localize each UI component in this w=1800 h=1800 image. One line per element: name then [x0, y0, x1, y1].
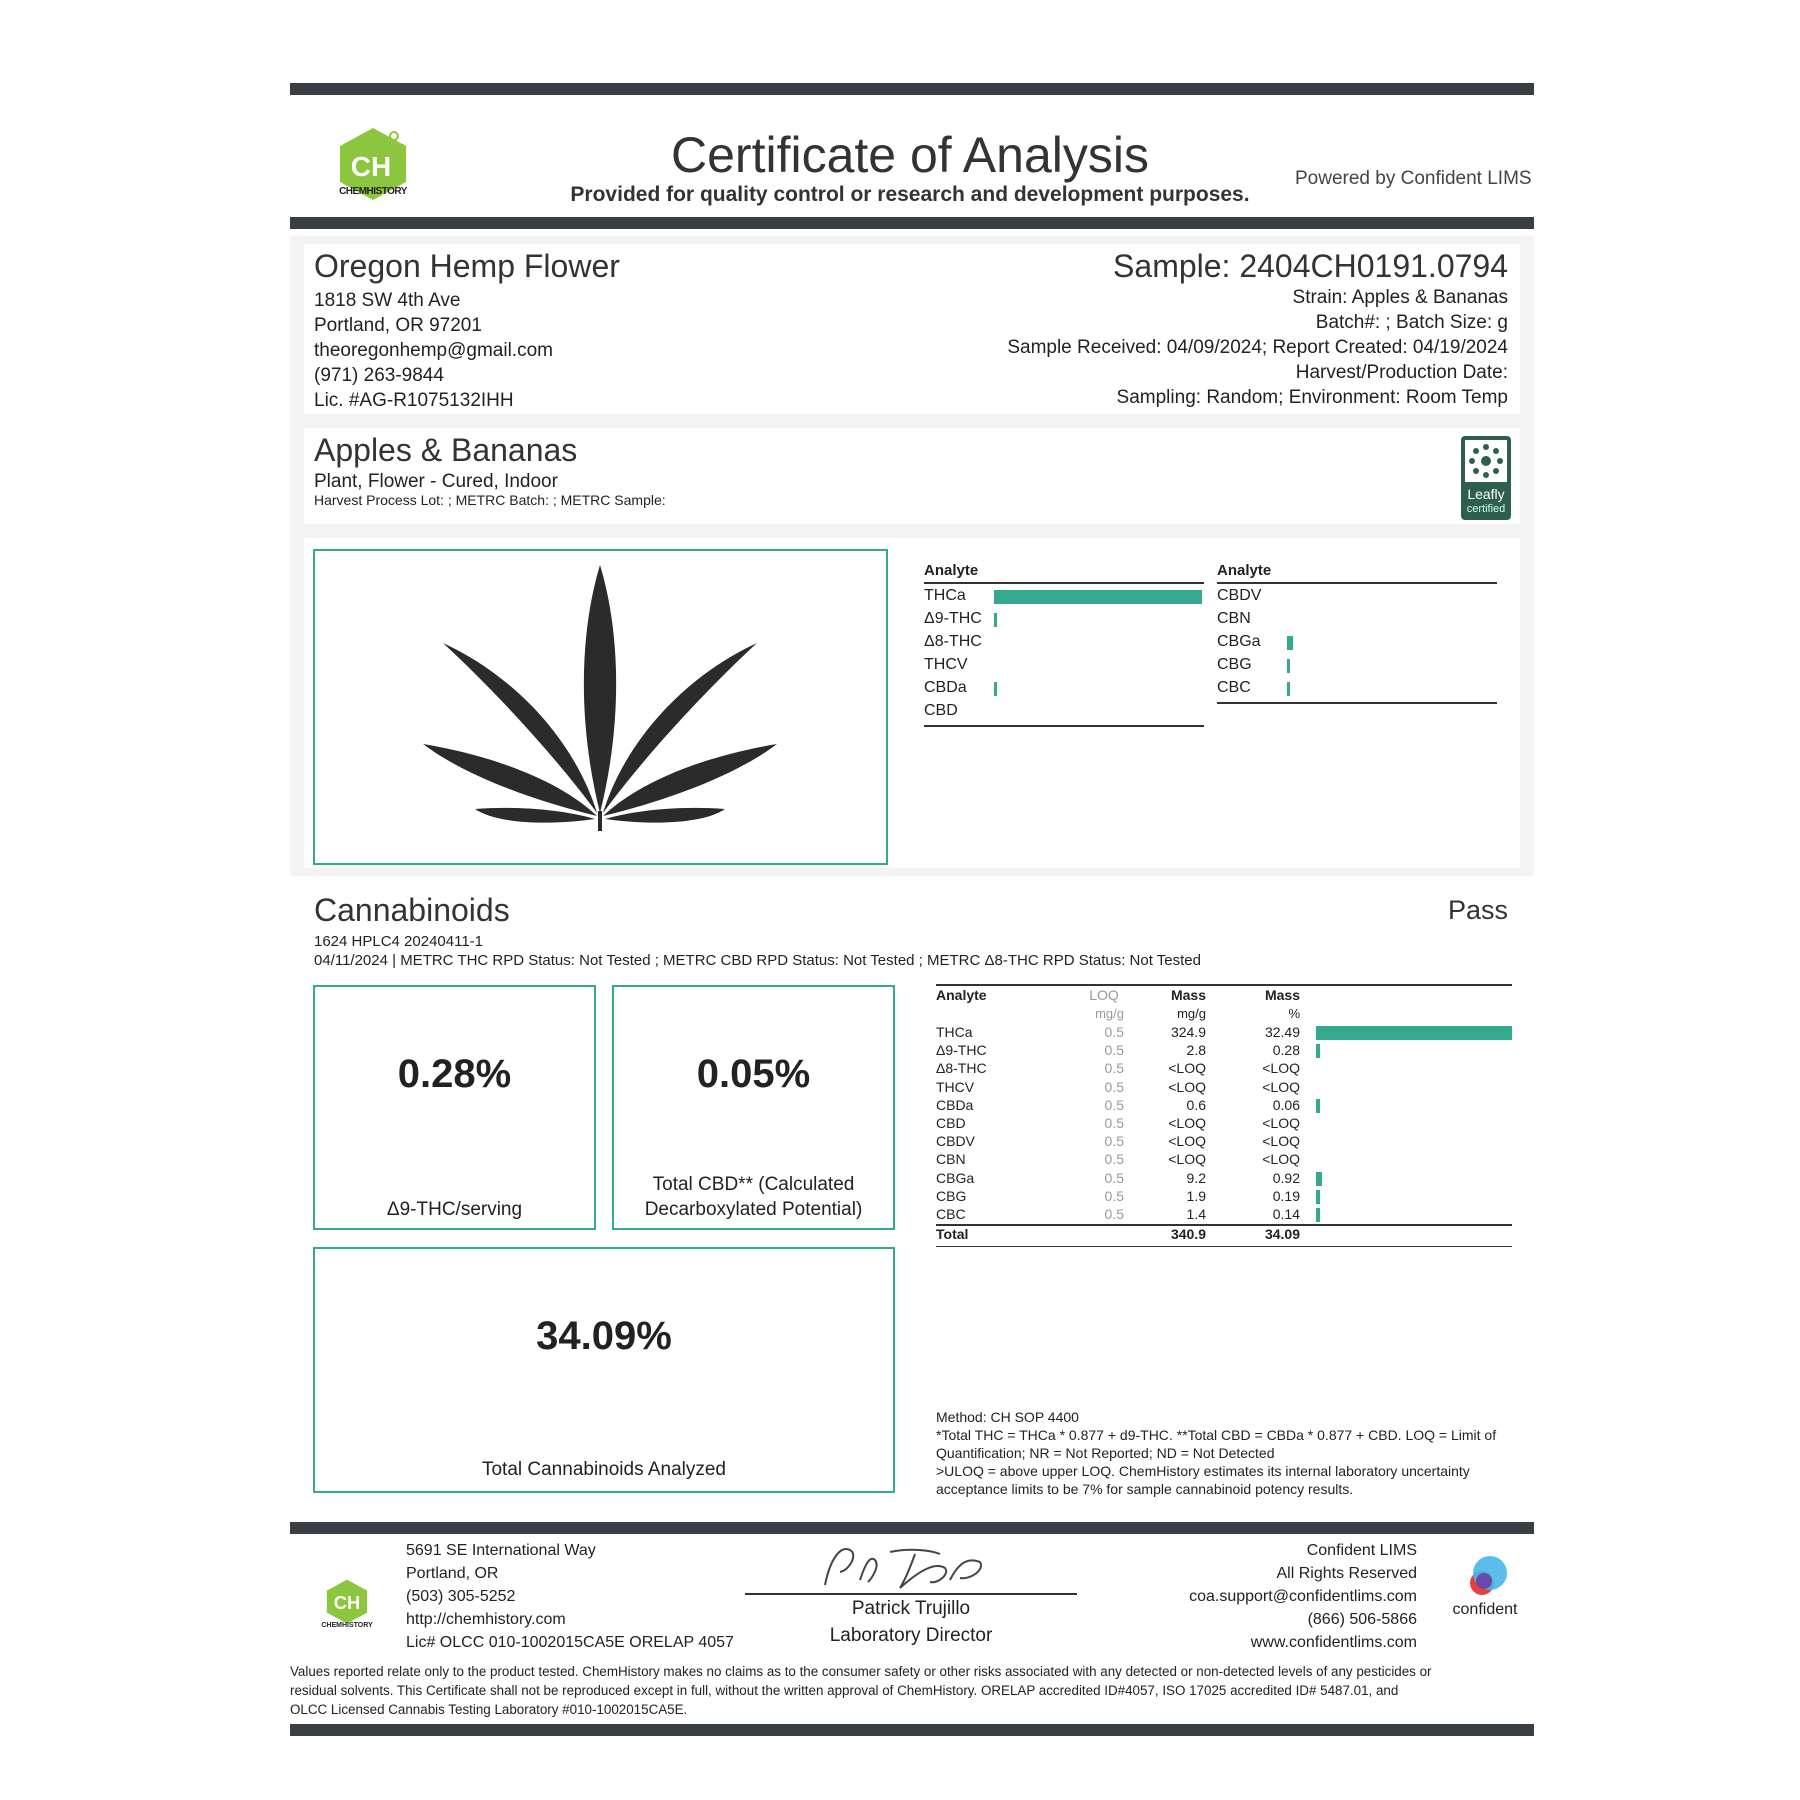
summary-left-label: THCa — [924, 587, 966, 604]
confident-logo — [1440, 1555, 1530, 1627]
table-cell-loq: 0.5 — [1104, 1096, 1124, 1113]
sample-sampling: Sampling: Random; Environment: Room Temp — [1116, 387, 1508, 408]
sample-id: Sample: 2404CH0191.0794 — [1113, 248, 1508, 284]
signature-line — [745, 1593, 1077, 1595]
table-cell-analyte: THCV — [936, 1078, 975, 1095]
table-cell-mass-mg: 2.8 — [1186, 1042, 1206, 1059]
table-cell-loq: 0.5 — [1104, 1206, 1124, 1222]
table-cell-analyte: Δ8-THC — [936, 1060, 987, 1077]
total-cbd-value: 0.05% — [696, 1052, 811, 1096]
table-cell-analyte: Δ9-THC — [936, 1042, 987, 1059]
table-cell-analyte: CBC — [936, 1206, 966, 1222]
table-cell-mass-pct: <LOQ — [1262, 1133, 1300, 1150]
thc-serving-value: 0.28% — [397, 1052, 512, 1096]
table-total-label: Total — [936, 1226, 969, 1243]
table-bar — [1316, 1172, 1322, 1186]
summary-right-label: CBN — [1217, 610, 1251, 627]
logo-caption: CHEMHISTORY — [339, 186, 407, 197]
signature-scribble — [820, 1540, 1000, 1596]
summary-right-bar — [1287, 636, 1293, 650]
lab-address2: Portland, OR — [406, 1565, 499, 1582]
table-cell-mass-mg: <LOQ — [1168, 1078, 1206, 1095]
table-cell-loq: 0.5 — [1104, 1024, 1124, 1040]
summary-right-bottom-rule — [1217, 702, 1497, 704]
lab-phone: (503) 305-5252 — [406, 1588, 516, 1605]
table-cell-mass-mg: <LOQ — [1168, 1133, 1206, 1150]
total-cbd-label-1: Total CBD** (Calculated — [652, 1174, 855, 1195]
col-mass-pct-header: Mass — [1264, 987, 1300, 1003]
cannabis-leaf-icon — [315, 551, 886, 863]
total-cannabinoids-value: 34.09% — [536, 1314, 672, 1358]
sample-harvest: Harvest/Production Date: — [1295, 362, 1508, 383]
table-cell-loq: 0.5 — [1104, 1060, 1124, 1077]
notes-line-2: Quantification; NR = Not Reported; ND = Not Detected — [936, 1445, 1275, 1461]
top-rule — [290, 83, 1534, 95]
lims-email: coa.support@confidentlims.com — [1189, 1588, 1417, 1605]
unit-mass-pct: % — [1288, 1006, 1300, 1021]
table-cell-loq: 0.5 — [1104, 1115, 1124, 1131]
table-cell-analyte: THCa — [936, 1024, 973, 1040]
table-cell-mass-mg: <LOQ — [1168, 1115, 1206, 1131]
product-type: Plant, Flower - Cured, Indoor — [314, 471, 558, 492]
lab-website: http://chemhistory.com — [406, 1611, 566, 1628]
table-cell-mass-mg: 1.9 — [1186, 1187, 1206, 1204]
footer-logo-caption: CHEMHISTORY — [321, 1622, 373, 1629]
summary-left-label: CBDa — [924, 679, 967, 696]
table-cell-analyte: CBGa — [936, 1169, 975, 1186]
table-cell-mass-pct: 32.49 — [1264, 1024, 1300, 1040]
summary-left-header-rule — [924, 582, 1204, 584]
lims-website: www.confidentlims.com — [1250, 1634, 1417, 1651]
table-cell-mass-mg: <LOQ — [1168, 1151, 1206, 1168]
summary-right-header-rule — [1217, 582, 1497, 584]
total-cbd-box — [612, 985, 895, 1230]
table-cell-mass-mg: <LOQ — [1168, 1060, 1206, 1077]
table-bar — [1316, 1208, 1320, 1222]
table-cell-mass-pct: 0.19 — [1272, 1187, 1300, 1204]
table-cell-analyte: CBG — [936, 1187, 967, 1204]
cannabinoids-status: Pass — [1447, 895, 1508, 925]
col-analyte-header: Analyte — [936, 987, 987, 1003]
total-cannabinoids-label: Total Cannabinoids Analyzed — [481, 1459, 726, 1480]
cannabinoids-batch: 1624 HPLC4 20240411-1 — [314, 933, 484, 950]
unit-loq: mg/g — [1095, 1006, 1124, 1021]
leafly-flower-icon — [1461, 436, 1511, 486]
footer-rule-top — [290, 1522, 1534, 1534]
total-cannabinoids-box — [313, 1247, 895, 1493]
summary-left-label: CBD — [924, 702, 958, 719]
table-cell-loq: 0.5 — [1104, 1151, 1124, 1168]
notes-line-4: acceptance limits to be 7% for sample cannabinoid potency results. — [936, 1481, 1354, 1497]
table-cell-mass-mg: 324.9 — [1170, 1024, 1206, 1040]
table-cell-mass-mg: 0.6 — [1186, 1096, 1206, 1113]
table-total-rule — [936, 1224, 1512, 1226]
summary-chart-left — [924, 562, 1204, 727]
table-cell-mass-pct: <LOQ — [1262, 1060, 1300, 1077]
client-email: theoregonhemp@gmail.com — [314, 340, 553, 361]
table-cell-analyte: CBDa — [936, 1096, 974, 1113]
summary-right-label: CBDV — [1217, 587, 1262, 604]
table-cell-loq: 0.5 — [1104, 1169, 1124, 1186]
lab-address1: 5691 SE International Way — [406, 1542, 596, 1559]
sample-batch: Batch#: ; Batch Size: g — [1315, 312, 1508, 333]
unit-mass-mg: mg/g — [1177, 1006, 1206, 1021]
sample-dates: Sample Received: 04/09/2024; Report Created: 04/19/2024 — [1007, 337, 1508, 358]
table-cell-loq: 0.5 — [1104, 1133, 1124, 1150]
header-rule — [290, 217, 1534, 229]
table-cell-mass-pct: <LOQ — [1262, 1151, 1300, 1168]
table-cell-analyte: CBN — [936, 1151, 966, 1168]
table-cell-analyte: CBDV — [936, 1133, 975, 1150]
table-cell-mass-pct: 0.28 — [1272, 1042, 1300, 1059]
sample-strain: Strain: Apples & Bananas — [1292, 287, 1508, 308]
page-subtitle: Provided for quality control or research and development purposes. — [570, 183, 1250, 206]
cannabinoids-rpd: 04/11/2024 | METRC THC RPD Status: Not Tested ; METRC CBD RPD Status: Not Tested ; METRC Δ8-THC RPD Status: Not Tested — [314, 952, 1201, 969]
table-top-rule — [936, 984, 1512, 986]
powered-by: Powered by Confident LIMS — [1295, 168, 1532, 189]
lims-name: Confident LIMS — [1306, 1542, 1417, 1559]
total-cbd-label-2: Decarboxylated Potential) — [644, 1199, 863, 1220]
summary-right-bar — [1287, 682, 1290, 696]
table-cell-mass-pct: <LOQ — [1262, 1078, 1300, 1095]
table-total-mass-mg: 340.9 — [1170, 1226, 1206, 1243]
signer-title: Laboratory Director — [829, 1625, 993, 1646]
table-bottom-rule — [936, 1246, 1512, 1247]
col-loq-header: LOQ — [1089, 987, 1119, 1003]
confident-circles-icon — [1440, 1555, 1530, 1599]
client-address1: 1818 SW 4th Ave — [314, 290, 461, 311]
summary-chart-right — [1217, 562, 1497, 707]
method-line: Method: CH SOP 4400 — [936, 1409, 1079, 1425]
logo-letters: CH — [350, 151, 392, 182]
client-address2: Portland, OR 97201 — [314, 315, 482, 336]
footer-rule-bottom — [290, 1724, 1534, 1736]
plant-image-frame — [313, 549, 888, 865]
summary-left-label: Δ8-THC — [924, 633, 982, 650]
summary-right-label: CBG — [1217, 656, 1252, 673]
footer-logo-letters: CH — [333, 1591, 361, 1613]
thc-serving-box — [313, 985, 596, 1230]
leafly-certified: certified — [1466, 503, 1506, 515]
product-name: Apples & Bananas — [314, 432, 578, 468]
notes-line-1: *Total THC = THCa * 0.877 + d9-THC. **Total CBD = CBDa * 0.877 + CBD. LOQ = Limit of — [936, 1427, 1497, 1443]
summary-left-bar — [994, 682, 997, 696]
table-bar — [1316, 1026, 1512, 1040]
summary-left-label: THCV — [924, 656, 968, 673]
product-lots: Harvest Process Lot: ; METRC Batch: ; METRC Sample: — [314, 492, 666, 508]
lab-license: Lic# OLCC 010-1002015CA5E ORELAP 4057 — [406, 1634, 734, 1651]
table-total-mass-pct: 34.09 — [1264, 1226, 1300, 1243]
table-bar — [1316, 1099, 1320, 1113]
leafly-text: Leafly — [1467, 486, 1505, 502]
signature — [820, 1540, 1000, 1596]
lims-rights: All Rights Reserved — [1276, 1565, 1417, 1582]
summary-left-label: Δ9-THC — [924, 610, 982, 627]
summary-right-header: Analyte — [1217, 562, 1272, 579]
cannabinoid-results-table — [936, 984, 1512, 1244]
summary-right-label: CBC — [1217, 679, 1251, 696]
table-cell-loq: 0.5 — [1104, 1042, 1124, 1059]
summary-right-bar — [1287, 659, 1290, 673]
thc-serving-label: Δ9-THC/serving — [386, 1199, 523, 1220]
table-cell-mass-pct: 0.14 — [1272, 1206, 1300, 1222]
signer-name: Patrick Trujillo — [851, 1598, 971, 1619]
confident-logo-text: confident — [1452, 1601, 1518, 1618]
table-cell-loq: 0.5 — [1104, 1078, 1124, 1095]
table-cell-mass-pct: 0.92 — [1272, 1169, 1300, 1186]
table-bar — [1316, 1190, 1320, 1204]
disclaimer-1: Values reported relate only to the product tested. ChemHistory makes no claims as to the consumer safety or other risks associated with any detected or non-detected levels of any pesticides or — [290, 1664, 1432, 1679]
table-cell-mass-mg: 1.4 — [1186, 1206, 1206, 1222]
table-cell-mass-pct: 0.06 — [1272, 1096, 1300, 1113]
summary-right-label: CBGa — [1217, 633, 1261, 650]
col-mass-mg-header: Mass — [1170, 987, 1206, 1003]
client-phone: (971) 263-9844 — [314, 365, 444, 386]
summary-left-bottom-rule — [924, 725, 1204, 727]
leafly-badge — [1461, 436, 1511, 520]
page-title: Certificate of Analysis — [671, 127, 1149, 183]
table-cell-analyte: CBD — [936, 1115, 966, 1131]
summary-left-header: Analyte — [924, 562, 979, 579]
disclaimer-2: residual solvents. This Certificate shall not be reproduced except in full, without the written approval of ChemHistory. ORELAP accredited ID#4057, ISO 17025 accredited ID# 5487.01, and — [290, 1683, 1399, 1698]
lims-phone: (866) 506-5866 — [1307, 1611, 1417, 1628]
cannabinoids-title: Cannabinoids — [314, 892, 510, 928]
disclaimer-3: OLCC Licensed Cannabis Testing Laboratory #010-1002015CA5E. — [290, 1702, 688, 1717]
notes-line-3: >ULOQ = above upper LOQ. ChemHistory estimates its internal laboratory uncertainty — [936, 1463, 1470, 1479]
table-cell-mass-mg: 9.2 — [1186, 1169, 1206, 1186]
client-name: Oregon Hemp Flower — [314, 248, 620, 284]
table-cell-loq: 0.5 — [1104, 1187, 1124, 1204]
summary-left-bar — [994, 590, 1202, 604]
footer-chemhistory-logo — [322, 1576, 372, 1626]
footer-hexagon-icon — [322, 1576, 372, 1626]
summary-left-bar — [994, 613, 997, 627]
table-bar — [1316, 1044, 1320, 1058]
client-license: Lic. #AG-R1075132IHH — [314, 390, 514, 411]
table-cell-mass-pct: <LOQ — [1262, 1115, 1300, 1131]
